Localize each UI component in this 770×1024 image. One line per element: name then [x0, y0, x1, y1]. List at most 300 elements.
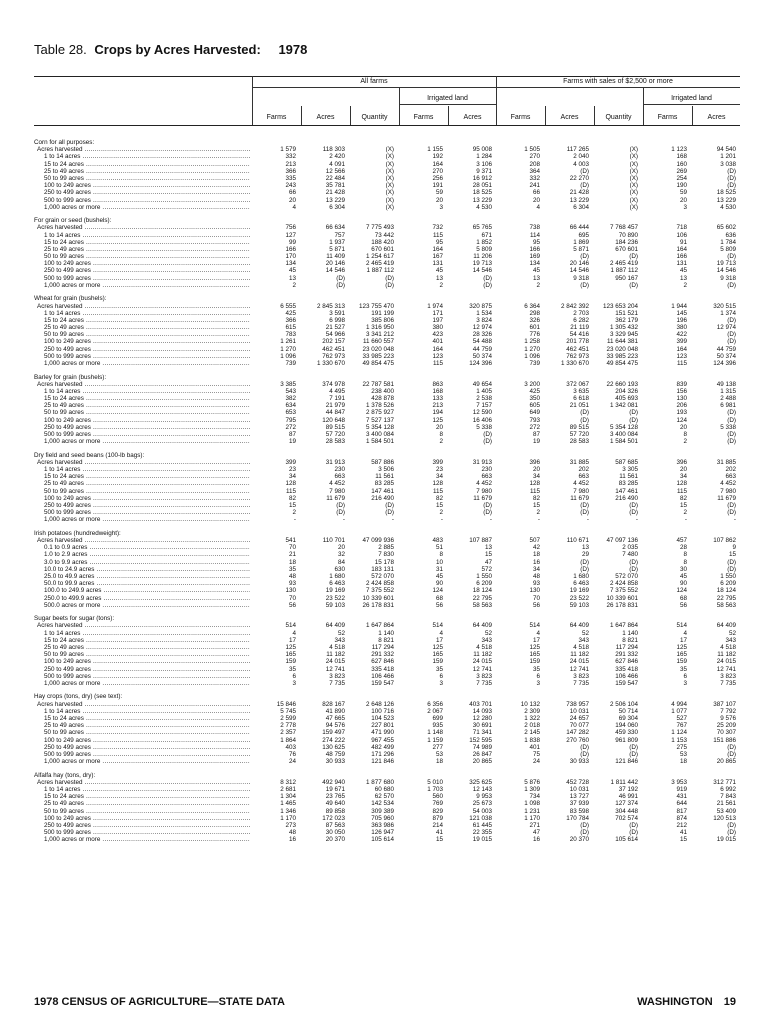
table-cell: (D): [727, 409, 736, 417]
section-title: For grain or seed (bushels):: [34, 217, 112, 225]
table-cell: 270: [432, 167, 443, 175]
table-cell: 56: [288, 601, 296, 609]
table-row: [34, 793, 740, 800]
table-cell: 1 784: [720, 238, 736, 246]
table-cell: 50 714: [618, 707, 638, 715]
table-cell: 4 495: [329, 387, 345, 395]
table-cell: 65 765: [472, 224, 492, 232]
table-row: [34, 829, 740, 836]
table-cell: 2 875 927: [365, 409, 394, 417]
table-cell: 20: [288, 196, 296, 204]
table-cell: (D): [580, 182, 589, 190]
table-cell: 117 294: [615, 643, 638, 651]
table-cell: 2: [536, 509, 540, 517]
row-label: 250 to 499 acres .....: [34, 744, 250, 751]
table-cell: 6 618: [573, 395, 589, 403]
table-cell: 1 254 617: [365, 253, 394, 261]
table-cell: -: [684, 516, 687, 524]
table-cell: 87: [288, 431, 296, 439]
table-cell: -: [391, 516, 394, 524]
table-cell: 462 451: [566, 345, 589, 353]
table-cell: 364: [529, 167, 540, 175]
table-cell: 125: [285, 643, 296, 651]
table-cell: (D): [727, 182, 736, 190]
table-cell: 28 326: [472, 331, 492, 339]
table-row: [34, 239, 740, 246]
table-cell: (D): [629, 829, 638, 837]
table-cell: 2 885: [378, 544, 394, 552]
row-label: Acres harvested .....: [34, 381, 250, 388]
table-cell: 879: [432, 814, 443, 822]
table-cell: 4: [439, 629, 443, 637]
table-cell: 320 515: [713, 302, 736, 310]
table-cell: 87: [532, 431, 540, 439]
table-row: [34, 744, 740, 751]
table-cell: 1 330 670: [316, 360, 345, 368]
table-cell: 82: [679, 494, 687, 502]
table-cell: 17: [435, 636, 443, 644]
table-cell: 671: [481, 231, 492, 239]
table-cell: 1 937: [329, 238, 345, 246]
table-cell: 514: [529, 622, 540, 630]
table-row: [34, 324, 740, 331]
table-cell: 35: [532, 665, 540, 673]
table-cell: 53: [679, 750, 687, 758]
row-label: 250 to 499 acres .....: [34, 666, 250, 673]
table-cell: 718: [676, 224, 687, 232]
table-cell: (D): [727, 502, 736, 509]
row-label: 50 to 99 acres .....: [34, 253, 250, 260]
table-row: [34, 260, 740, 267]
table-row: [34, 630, 740, 637]
table-cell: 21: [288, 551, 296, 559]
table-cell: 482 499: [371, 743, 394, 751]
table-cell: 183 131: [371, 565, 394, 573]
table-cell: 3 329 945: [609, 331, 638, 339]
table-cell: 1 887 112: [366, 267, 394, 275]
table-cell: 699: [432, 714, 443, 722]
table-cell: 216 490: [615, 494, 638, 502]
table-cell: 105 614: [371, 836, 394, 844]
table-cell: 3: [439, 203, 443, 211]
table-cell: 6 463: [573, 580, 589, 588]
row-label: 50 to 99 acres .....: [34, 651, 250, 658]
table-cell: 191 199: [371, 309, 394, 317]
row-label: 0.1 to 0.9 acres .....: [34, 544, 250, 551]
section-title-row: [34, 693, 740, 700]
table-cell: 269: [676, 167, 687, 175]
table-cell: (D): [385, 281, 394, 289]
table-row: [34, 480, 740, 487]
row-label: 250 to 499 acres .....: [34, 189, 250, 196]
table-cell: 151 886: [713, 736, 736, 744]
table-cell: 94 540: [716, 146, 736, 154]
table-cell: 23 020 048: [606, 345, 638, 353]
table-cell: 663: [725, 473, 736, 481]
table-cell: 452 728: [566, 778, 589, 786]
table-cell: 52: [484, 629, 492, 637]
table-cell: 3 953: [671, 778, 687, 786]
table-cell: 4 091: [329, 160, 345, 168]
table-cell: 48: [288, 829, 296, 837]
table-cell: 21 561: [716, 800, 736, 808]
table-cell: 64 409: [569, 622, 589, 630]
table-row: [34, 551, 740, 558]
table-cell: 380: [676, 324, 687, 332]
table-cell: 41 890: [325, 707, 345, 715]
table-cell: 663: [578, 473, 589, 481]
table-cell: 1 680: [329, 572, 345, 580]
section-title: Barley for grain (bushels):: [34, 373, 107, 381]
table-cell: 13: [484, 544, 492, 552]
table-cell: 3: [683, 203, 687, 211]
table-cell: (D): [629, 416, 638, 424]
table-cell: (D): [727, 253, 736, 261]
table-cell: 11 206: [473, 253, 492, 261]
table-cell: 1 584 501: [365, 438, 394, 446]
table-cell: 49 640: [325, 800, 345, 808]
section-title-row: [34, 452, 740, 459]
table-cell: 2 681: [280, 785, 296, 793]
table-row: [34, 573, 740, 580]
table-cell: 2 040: [573, 153, 589, 161]
section-title-row: [34, 217, 740, 224]
table-cell: 227 801: [371, 722, 394, 730]
table-cell: 1 505: [524, 146, 540, 154]
table-cell: (X): [385, 182, 394, 190]
table-section: [34, 295, 740, 367]
table-cell: 202 157: [322, 338, 345, 346]
table-cell: 7 843: [720, 793, 736, 801]
table-cell: 10: [435, 558, 443, 566]
table-cell: 21 428: [325, 189, 345, 197]
table-cell: 134: [529, 260, 540, 268]
table-cell: 7 527 137: [365, 416, 394, 424]
header-bottom-rule: [34, 125, 740, 126]
table-cell: 1 309: [524, 785, 540, 793]
table-cell: 560: [432, 793, 443, 801]
table-cell: 541: [285, 537, 296, 545]
table-row: [34, 651, 740, 658]
row-label: 50.0 to 99.9 acres .....: [34, 580, 250, 587]
table-cell: 6: [292, 672, 296, 680]
table-cell: 167: [432, 253, 443, 261]
table-cell: 164: [676, 245, 687, 253]
table-cell: 1 096: [524, 352, 540, 360]
table-row: [34, 673, 740, 680]
table-cell: 3 400 084: [365, 431, 394, 439]
table-cell: 23: [435, 466, 443, 474]
table-cell: 118 303: [322, 146, 345, 154]
table-cell: 206: [676, 402, 687, 410]
table-cell: 601: [529, 324, 540, 332]
table-cell: (X): [629, 153, 638, 161]
table-row: [34, 666, 740, 673]
table-cell: (D): [580, 502, 589, 509]
table-cell: 2: [292, 509, 296, 517]
table-cell: 695: [578, 231, 589, 239]
table-cell: 5 871: [329, 245, 345, 253]
table-cell: 170: [285, 253, 296, 261]
table-cell: 2: [683, 281, 687, 289]
table-cell: 670 601: [371, 245, 394, 253]
section-title-row: [34, 374, 740, 381]
table-cell: 272: [529, 423, 540, 431]
row-label: 1 to 14 acres .....: [34, 232, 250, 239]
table-row: [34, 246, 740, 253]
table-cell: (D): [629, 509, 638, 517]
table-cell: 59: [435, 189, 443, 197]
table-cell: (X): [385, 203, 394, 211]
table-row: [34, 275, 740, 282]
table-cell: 1 201: [720, 153, 736, 161]
row-label: 250 to 499 acres .....: [34, 267, 250, 274]
table-cell: 48: [532, 572, 540, 580]
table-cell: 1 140: [622, 629, 638, 637]
table-cell: 22 795: [716, 594, 736, 602]
table-cell: 94 576: [325, 722, 345, 730]
table-cell: 13 727: [569, 793, 589, 801]
table-cell: -: [489, 516, 492, 524]
table-cell: 7 375 552: [365, 587, 394, 595]
table-cell: 18 124: [472, 587, 492, 595]
row-label: 500 to 999 acres .....: [34, 829, 250, 836]
table-cell: 1 584 501: [609, 438, 638, 446]
table-cell: 13 229: [472, 196, 492, 204]
table-cell: 45: [532, 267, 540, 275]
table-cell: 152 595: [469, 736, 492, 744]
table-row: [34, 197, 740, 204]
table-cell: 1 405: [476, 387, 492, 395]
table-cell: (D): [629, 253, 638, 261]
table-cell: 166: [285, 245, 296, 253]
table-cell: 399: [676, 338, 687, 346]
table-cell: 125: [529, 643, 540, 651]
page-number: 19: [723, 996, 736, 1008]
table-cell: 1 258: [524, 338, 540, 346]
table-cell: 66: [288, 189, 296, 197]
table-cell: 196: [676, 316, 687, 324]
table-cell: 212: [676, 821, 687, 829]
table-cell: 6 304: [329, 203, 345, 211]
table-cell: 30 050: [325, 829, 345, 837]
table-cell: 277: [432, 743, 443, 751]
table-row: [34, 580, 740, 587]
table-cell: 7 191: [329, 395, 345, 403]
table-cell: 4 003: [573, 160, 589, 168]
table-cell: 59 103: [325, 601, 345, 609]
table-cell: 164: [432, 160, 443, 168]
table-cell: 403: [285, 743, 296, 751]
table-cell: -: [635, 516, 638, 524]
table-cell: 115: [529, 487, 540, 495]
table-cell: 2 465 419: [609, 260, 638, 268]
table-cell: 71 341: [472, 729, 492, 737]
table-row: [34, 353, 740, 360]
footer-left: 1978 CENSUS OF AGRICULTURE—STATE DATA: [34, 996, 285, 1008]
table-cell: (D): [580, 416, 589, 424]
table-cell: 23 765: [325, 793, 345, 801]
table-cell: 73 442: [374, 231, 394, 239]
table-cell: (D): [629, 409, 638, 417]
table-cell: 291 332: [615, 651, 638, 659]
row-label: 1 to 14 acres .....: [34, 310, 250, 317]
table-cell: 7 735: [573, 679, 589, 687]
table-cell: 1 270: [280, 345, 296, 353]
table-row: [34, 516, 740, 523]
table-cell: 817: [676, 807, 687, 815]
table-cell: 9 576: [720, 714, 736, 722]
table-cell: 17: [679, 636, 687, 644]
table-cell: 123 755 470: [358, 302, 394, 310]
table-cell: 126 947: [371, 829, 394, 837]
table-cell: -: [537, 516, 540, 524]
section-title: Hay crops (tons, dry) (see text):: [34, 693, 123, 701]
table-cell: 41: [435, 829, 443, 837]
table-cell: 12 974: [716, 324, 736, 332]
table-cell: 13: [679, 274, 687, 282]
table-cell: 35: [288, 665, 296, 673]
table-cell: 4 518: [720, 643, 736, 651]
table-cell: 6 356: [427, 700, 443, 708]
table-cell: 48: [288, 572, 296, 580]
table-cell: 45: [679, 267, 687, 275]
table-cell: 31 913: [472, 458, 492, 466]
table-cell: 50 374: [716, 352, 736, 360]
table-cell: 147 461: [615, 487, 638, 495]
table-cell: 105 614: [615, 836, 638, 844]
table-cell: 28 583: [325, 438, 345, 446]
table-cell: 52: [728, 629, 736, 637]
table-cell: 31 885: [569, 458, 589, 466]
table-cell: 5 338: [720, 423, 736, 431]
table-cell: 12 741: [569, 665, 589, 673]
table-cell: 131: [432, 260, 443, 268]
row-label: 1,000 acres or more .....: [34, 282, 250, 289]
table-cell: 115: [676, 360, 687, 368]
table-row: [34, 331, 740, 338]
row-label: 250 to 499 acres .....: [34, 346, 250, 353]
table-cell: 15: [435, 502, 443, 509]
table-cell: 8 312: [280, 778, 296, 786]
table-cell: 828 167: [322, 700, 345, 708]
table-cell: 26 178 831: [362, 601, 394, 609]
table-cell: 734: [529, 793, 540, 801]
table-cell: 213: [285, 160, 296, 168]
table-cell: 1 647 864: [365, 622, 394, 630]
table-cell: 653: [285, 409, 296, 417]
table-cell: 34: [532, 473, 540, 481]
table-cell: 22 795: [472, 594, 492, 602]
table-cell: 274 222: [322, 736, 345, 744]
table-cell: 49 854 475: [606, 360, 638, 368]
table-cell: 3 385: [280, 380, 296, 388]
header-sales-farms: Farms with sales of $2,500 or more: [563, 78, 673, 85]
table-row: [34, 701, 740, 708]
table-cell: 7 980: [720, 487, 736, 495]
section-title-row: [34, 139, 740, 146]
table-cell: 1 155: [427, 146, 443, 154]
column-header: Farms: [510, 114, 531, 121]
table-cell: 335: [285, 174, 296, 182]
table-cell: 89 858: [325, 807, 345, 815]
table-cell: 24 015: [472, 658, 492, 666]
table-cell: (X): [385, 196, 394, 204]
table-cell: 59: [679, 189, 687, 197]
table-cell: 4 452: [476, 480, 492, 488]
column-header: Farms: [413, 114, 434, 121]
table-cell: 1 374: [720, 309, 736, 317]
table-cell: 572 070: [371, 572, 394, 580]
table-cell: 366: [285, 316, 296, 324]
table-cell: 272: [285, 423, 296, 431]
table-cell: 128: [432, 480, 443, 488]
table-cell: (D): [580, 750, 589, 758]
row-label: 1,000 acres or more .....: [34, 516, 250, 523]
table-cell: 385 806: [371, 316, 394, 324]
row-label: 1,000 acres or more .....: [34, 360, 250, 367]
table-cell: 17: [288, 636, 296, 644]
row-label: 50 to 99 acres .....: [34, 409, 250, 416]
table-cell: 663: [481, 473, 492, 481]
table-cell: 193: [676, 409, 687, 417]
irrigated-rule-1: [399, 104, 496, 105]
table-year: 1978: [278, 42, 308, 57]
table-cell: 24 015: [716, 658, 736, 666]
table-cell: 125: [432, 416, 443, 424]
table-cell: 514: [676, 622, 687, 630]
table-cell: 68: [435, 594, 443, 602]
table-cell: (D): [727, 416, 736, 424]
table-section: [34, 217, 740, 289]
table-cell: 3 823: [329, 672, 345, 680]
table-row: [34, 182, 740, 189]
table-cell: 19 015: [716, 836, 736, 844]
table-cell: 1 887 112: [610, 267, 638, 275]
table-cell: 1 811 442: [610, 778, 638, 786]
table-cell: 12 590: [472, 409, 492, 417]
table-cell: 783: [285, 331, 296, 339]
table-cell: 11 561: [375, 473, 394, 481]
table-cell: 1 877 680: [365, 778, 394, 786]
table-cell: 1 123: [671, 146, 687, 154]
table-cell: 738: [529, 224, 540, 232]
table-cell: 4 518: [329, 643, 345, 651]
table-cell: 7 830: [378, 551, 394, 559]
row-label: 25 to 49 acres .....: [34, 722, 250, 729]
table-cell: 82: [532, 494, 540, 502]
table-cell: 13 229: [569, 196, 589, 204]
table-cell: 170 784: [566, 814, 589, 822]
table-cell: 1 864: [280, 736, 296, 744]
table-cell: 380: [432, 324, 443, 332]
table-cell: 6 463: [329, 580, 345, 588]
table-cell: 201 778: [566, 338, 589, 346]
table-cell: 256: [432, 174, 443, 182]
table-cell: 64 409: [472, 622, 492, 630]
table-cell: (D): [727, 316, 736, 324]
table-cell: 6: [536, 672, 540, 680]
table-cell: 19 713: [716, 260, 736, 268]
crops-table: [34, 139, 740, 850]
table-cell: 56: [532, 601, 540, 609]
table-cell: 93: [532, 580, 540, 588]
table-cell: 20: [337, 544, 345, 552]
table-cell: 2 067: [427, 707, 443, 715]
table-cell: 48 759: [325, 750, 345, 758]
table-cell: 17: [532, 636, 540, 644]
table-cell: 326: [529, 316, 540, 324]
